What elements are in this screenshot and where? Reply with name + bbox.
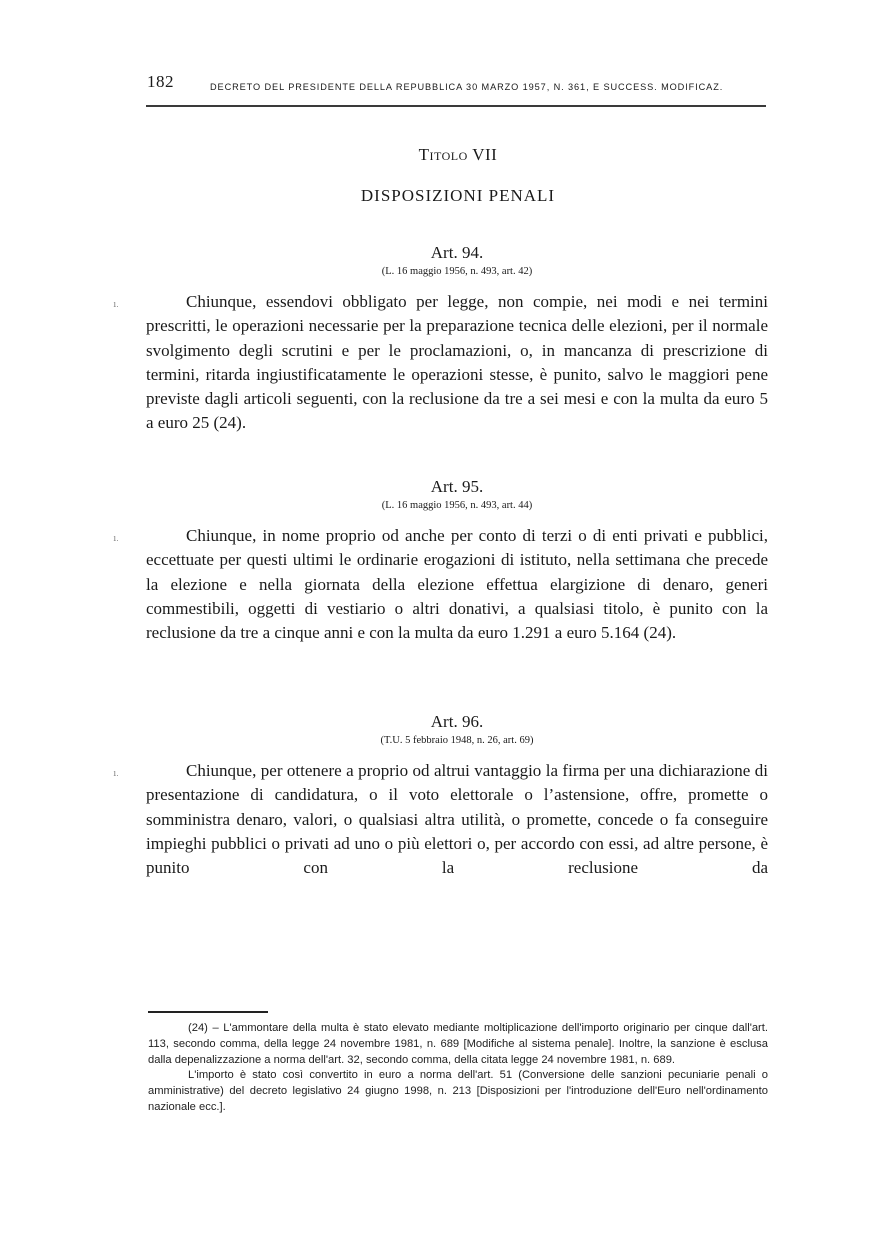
header-rule [146, 105, 766, 107]
article-text: Chiunque, per ottenere a proprio od altrui vantaggio la firma per una dichiarazione di presentazione di candidatura, o il voto elettorale o l’astensione, offre, promette o somministra denaro, valori, o qualsiasi altra utilità, o promette, concede o fa conseguire impieghi pubblici o privati ad uno o più elettori o, per accordo con essi, ad altre persone, è punito con la reclusione da [146, 761, 768, 878]
running-head: DECRETO DEL PRESIDENTE DELLA REPUBBLICA 30 MARZO 1957, N. 361, E SUCCESS. MODIFICAZ. [210, 82, 724, 92]
article-heading: Art. 94. [430, 243, 484, 262]
article-96 [113, 711, 768, 880]
title-label-text: Titolo VII [418, 145, 498, 164]
footnote-rule [148, 1011, 268, 1013]
article-source: (L. 16 maggio 1956, n. 493, art. 42) [381, 266, 533, 277]
section-title: DISPOSIZIONI PENALI [360, 186, 556, 205]
article-source: (T.U. 5 febbraio 1948, n. 26, art. 69) [380, 735, 534, 746]
article-heading: Art. 95. [430, 477, 484, 496]
article-paragraph [113, 524, 768, 645]
footnote-24-continued: L'importo è stato così convertito in euro a norma dell'art. 51 (Conversione delle sanzioni pecuniarie penali o amministrative) del decreto legislativo 24 giugno 1998, n. 213 [Disposizioni per l'introduzione dell'Euro nell'ordinamento nazionale ecc.]. [148, 1069, 768, 1113]
article-text: Chiunque, essendovi obbligato per legge, non compie, nei modi e nei termini prescritti, le operazioni necessarie per la preparazione tecnica delle elezioni, per il normale svolgimento degli scrutini e per le proclamazioni, o, in mancanza di prescrizione di termini, ritarda ingiustificatamente le operazioni stesse, è punito, salvo le maggiori pene previste dagli articoli seguenti, con la reclusione da tre a sei mesi e con la multa da euro 5 a euro 25 (24). [146, 292, 768, 433]
page-number: 182 [147, 72, 174, 91]
comma-mark: 1. [113, 301, 119, 309]
article-text: Chiunque, in nome proprio od anche per conto di terzi o di enti privati e pubblici, eccettuate per questi ultimi le ordinarie erogazioni di istituto, nella settimana che precede la elezione e nella giornata della elezione effettua elargizione di denaro, generi commestibili, oggetti di vestiario o altri donativi, a qualsiasi titolo, è punito con la reclusione da tre a cinque anni e con la multa da euro 1.291 a euro 5.164 (24). [146, 526, 768, 643]
article-paragraph [113, 290, 768, 436]
article-paragraph [113, 759, 768, 880]
comma-mark: 1. [113, 770, 119, 778]
article-heading: Art. 96. [430, 712, 484, 731]
title-label [0, 145, 876, 165]
article-94 [113, 242, 768, 436]
footnote-24: (24) – L'ammontare della multa è stato elevato mediante moltiplicazione dell'importo originario per cinque dall'art. 113, secondo comma, della legge 24 novembre 1981, n. 689 [Modifiche al sistema penale]. Inoltre, la sanzione è esclusa dalla depenalizzazione a norma dell'art. 32, secondo comma, della citata legge 24 novembre 1981, n. 689. [148, 1022, 768, 1066]
comma-mark: 1. [113, 535, 119, 543]
article-source: (L. 16 maggio 1956, n. 493, art. 44) [381, 500, 533, 511]
footnotes [148, 1021, 768, 1116]
article-95 [113, 476, 768, 645]
